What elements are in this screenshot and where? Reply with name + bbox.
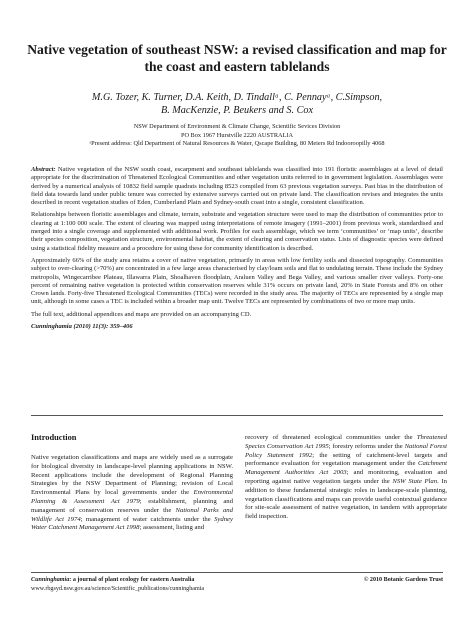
paper-title: Native vegetation of southeast NSW: a revised classification and map for the coast and eastern tablelands	[27, 42, 447, 74]
intro-text: ; forestry reforms under the	[328, 442, 405, 450]
authors-line-1: M.G. Tozer, K. Turner, D.A. Keith, D. Tindallᵃ, C. Pennayᵃ, C.Simpson,	[91, 92, 383, 103]
legislation-title: Environmental Planning & Assessment Act 1979	[31, 489, 233, 505]
intro-text: ; assessment, listing and	[139, 524, 205, 532]
intro-text: . In addition to these fundamental strategic roles in landscape-scale planning, vegetation classifications and maps can provide useful contextual guidance for site-scale assessment of native vegetation, in tandem with appropriate field inspection.	[245, 477, 447, 521]
abstract-paragraph-2: Relationships between floristic assemblages and climate, terrain, substrate and vegetation structure were used to map the distribution of communities prior to clearing at 1:100 000 scale. The extent of clearing was mapped using interpretations of remote imagery (1991–2001) from previous work, standardised and merged into a single coverage and supplemented with additional work. Profiles for each assemblage, which we term ‘communities’ or ‘map units’, describe their species composition, vegetation structure, environmental habitat, the extent of clearing and conservation status. Lists of diagnostic species were defined using a statistical fidelity measure and a procedure for using these for community identification is described.	[31, 211, 443, 252]
authors-line-2: B. MacKenzie, P. Beukers and S. Cox	[160, 105, 314, 116]
abstract-paragraph-3: Approximately 66% of the study area retains a cover of native vegetation, primarily in areas with low fertility soils and dissected topography. Communities subject to over-clearing (>70%) are concentrated in a few large areas characterised by clay/loam soils and flat to undulating terrain. These include the Sydney metropolis, Wingecarribee Plateau, Illawarra Plain, Shoalhaven floodplain, Araluen Valley and Bega Valley, and various smaller river valleys. Forty-one percent of remaining native vegetation is protected within conservation reserves while 31% occurs on private land, 20% in State Forests and 8% on other Crown lands. Forty-five Threatened Ecological Communities (TECs) were recorded in the study area. The majority of TECs are represented by a single map unit, although in some cases a TEC is included within a broader map unit. Twelve TECs are represented by combinations of two or more map units.	[31, 256, 443, 306]
footer-url[interactable]: www.rbgsyd.nsw.gov.au/science/Scientific_publications/cunninghamia	[31, 585, 205, 592]
intro-text: recovery of threatened ecological communities under the	[245, 434, 417, 441]
abstract-label: Abstract:	[31, 166, 56, 173]
legislation-title: National Parks and Wildlife Act 1974	[31, 506, 233, 523]
abstract-divider	[31, 415, 443, 416]
affiliation-block	[24, 123, 450, 149]
footer-copyright: © 2010 Botanic Gardens Trust	[363, 577, 443, 583]
intro-text: ; the setting of catchment-level targets and performance evaluation for vegetation management under the	[245, 451, 447, 468]
abstract-text-1: Native vegetation of the NSW south coast, escarpment and southeast tablelands was classified into 191 floristic assemblages at a level of detail appropriate for the discrimination of Threatened Ecological Communities and other vegetation units referred to in government legislation. Assemblages were derived by a numerical analysis of 10832 field sample quadrats including 8523 compiled from 63 previous vegetation surveys. Past bias in the distribution of field data towards land under public tenure was corrected by extensive surveys carried out on private land. The classification revises and integrates the units described in recent vegetation studies of Eden, Cumberland Plain and Sydney-south coast into a single, consistent classification.	[31, 166, 443, 207]
intro-text: Native vegetation classifications and maps are widely used as a surrogate for biological diversity in landscape-level planning applications in NSW. Recent applications include the development of Regional Planning Strategies by the NSW Department of Planning; revision of Local Environmental Plans by local governments under the	[31, 454, 233, 497]
journal-name: Cunninghamia	[31, 577, 70, 583]
affiliation-line-1: NSW Department of Environment & Climate Change, Scientific Sevices Division	[133, 123, 341, 130]
footer-journal	[31, 576, 194, 585]
legislation-title: Sydney Water Catchment Management Act 1998	[31, 515, 233, 532]
introduction-paragraph-left	[31, 454, 233, 533]
intro-text: ; management of water catchments under the	[80, 515, 215, 523]
introduction-paragraph-right	[245, 434, 447, 522]
affiliation-line-3: ᵃPresent address: Qld Department of Natural Resources & Water, Qscape Building, 80 Meiers Rd Indooroopilly 4068	[89, 140, 385, 147]
abstract-block	[31, 166, 443, 335]
legislation-title: NSW State Plan	[392, 477, 438, 485]
legislation-title: National Forest Policy Statement 1992	[245, 442, 447, 459]
footer-divider	[31, 572, 443, 573]
abstract-paragraph-4: The full text, additional appendices and maps are provided on an accompanying CD.	[31, 310, 252, 318]
affiliation-line-2: PO Box 1967 Hurstville 2220 AUSTRALIA	[180, 131, 294, 139]
journal-citation: Cunninghamia (2010) 11(3): 359–406	[31, 323, 133, 331]
author-list	[24, 91, 450, 117]
abstract-paragraph-1	[31, 166, 443, 207]
introduction-right-column	[245, 434, 447, 522]
introduction-left-column	[31, 433, 233, 533]
legislation-title: Threatened Species Conservation Act 1995	[245, 434, 447, 450]
intro-text: ; establishment, planning and management of conservation reserves under the	[31, 497, 233, 514]
page-footer	[31, 576, 443, 593]
intro-text: ; and monitoring, evaluation and reporting against native vegetation targets under the	[245, 469, 447, 485]
journal-subtitle: : a journal of plant ecology for eastern Australia	[69, 577, 195, 583]
legislation-title: Catchment Management Authorities Act 2003	[245, 460, 447, 477]
footer-row	[31, 576, 443, 585]
introduction-heading: Introduction	[31, 433, 77, 442]
